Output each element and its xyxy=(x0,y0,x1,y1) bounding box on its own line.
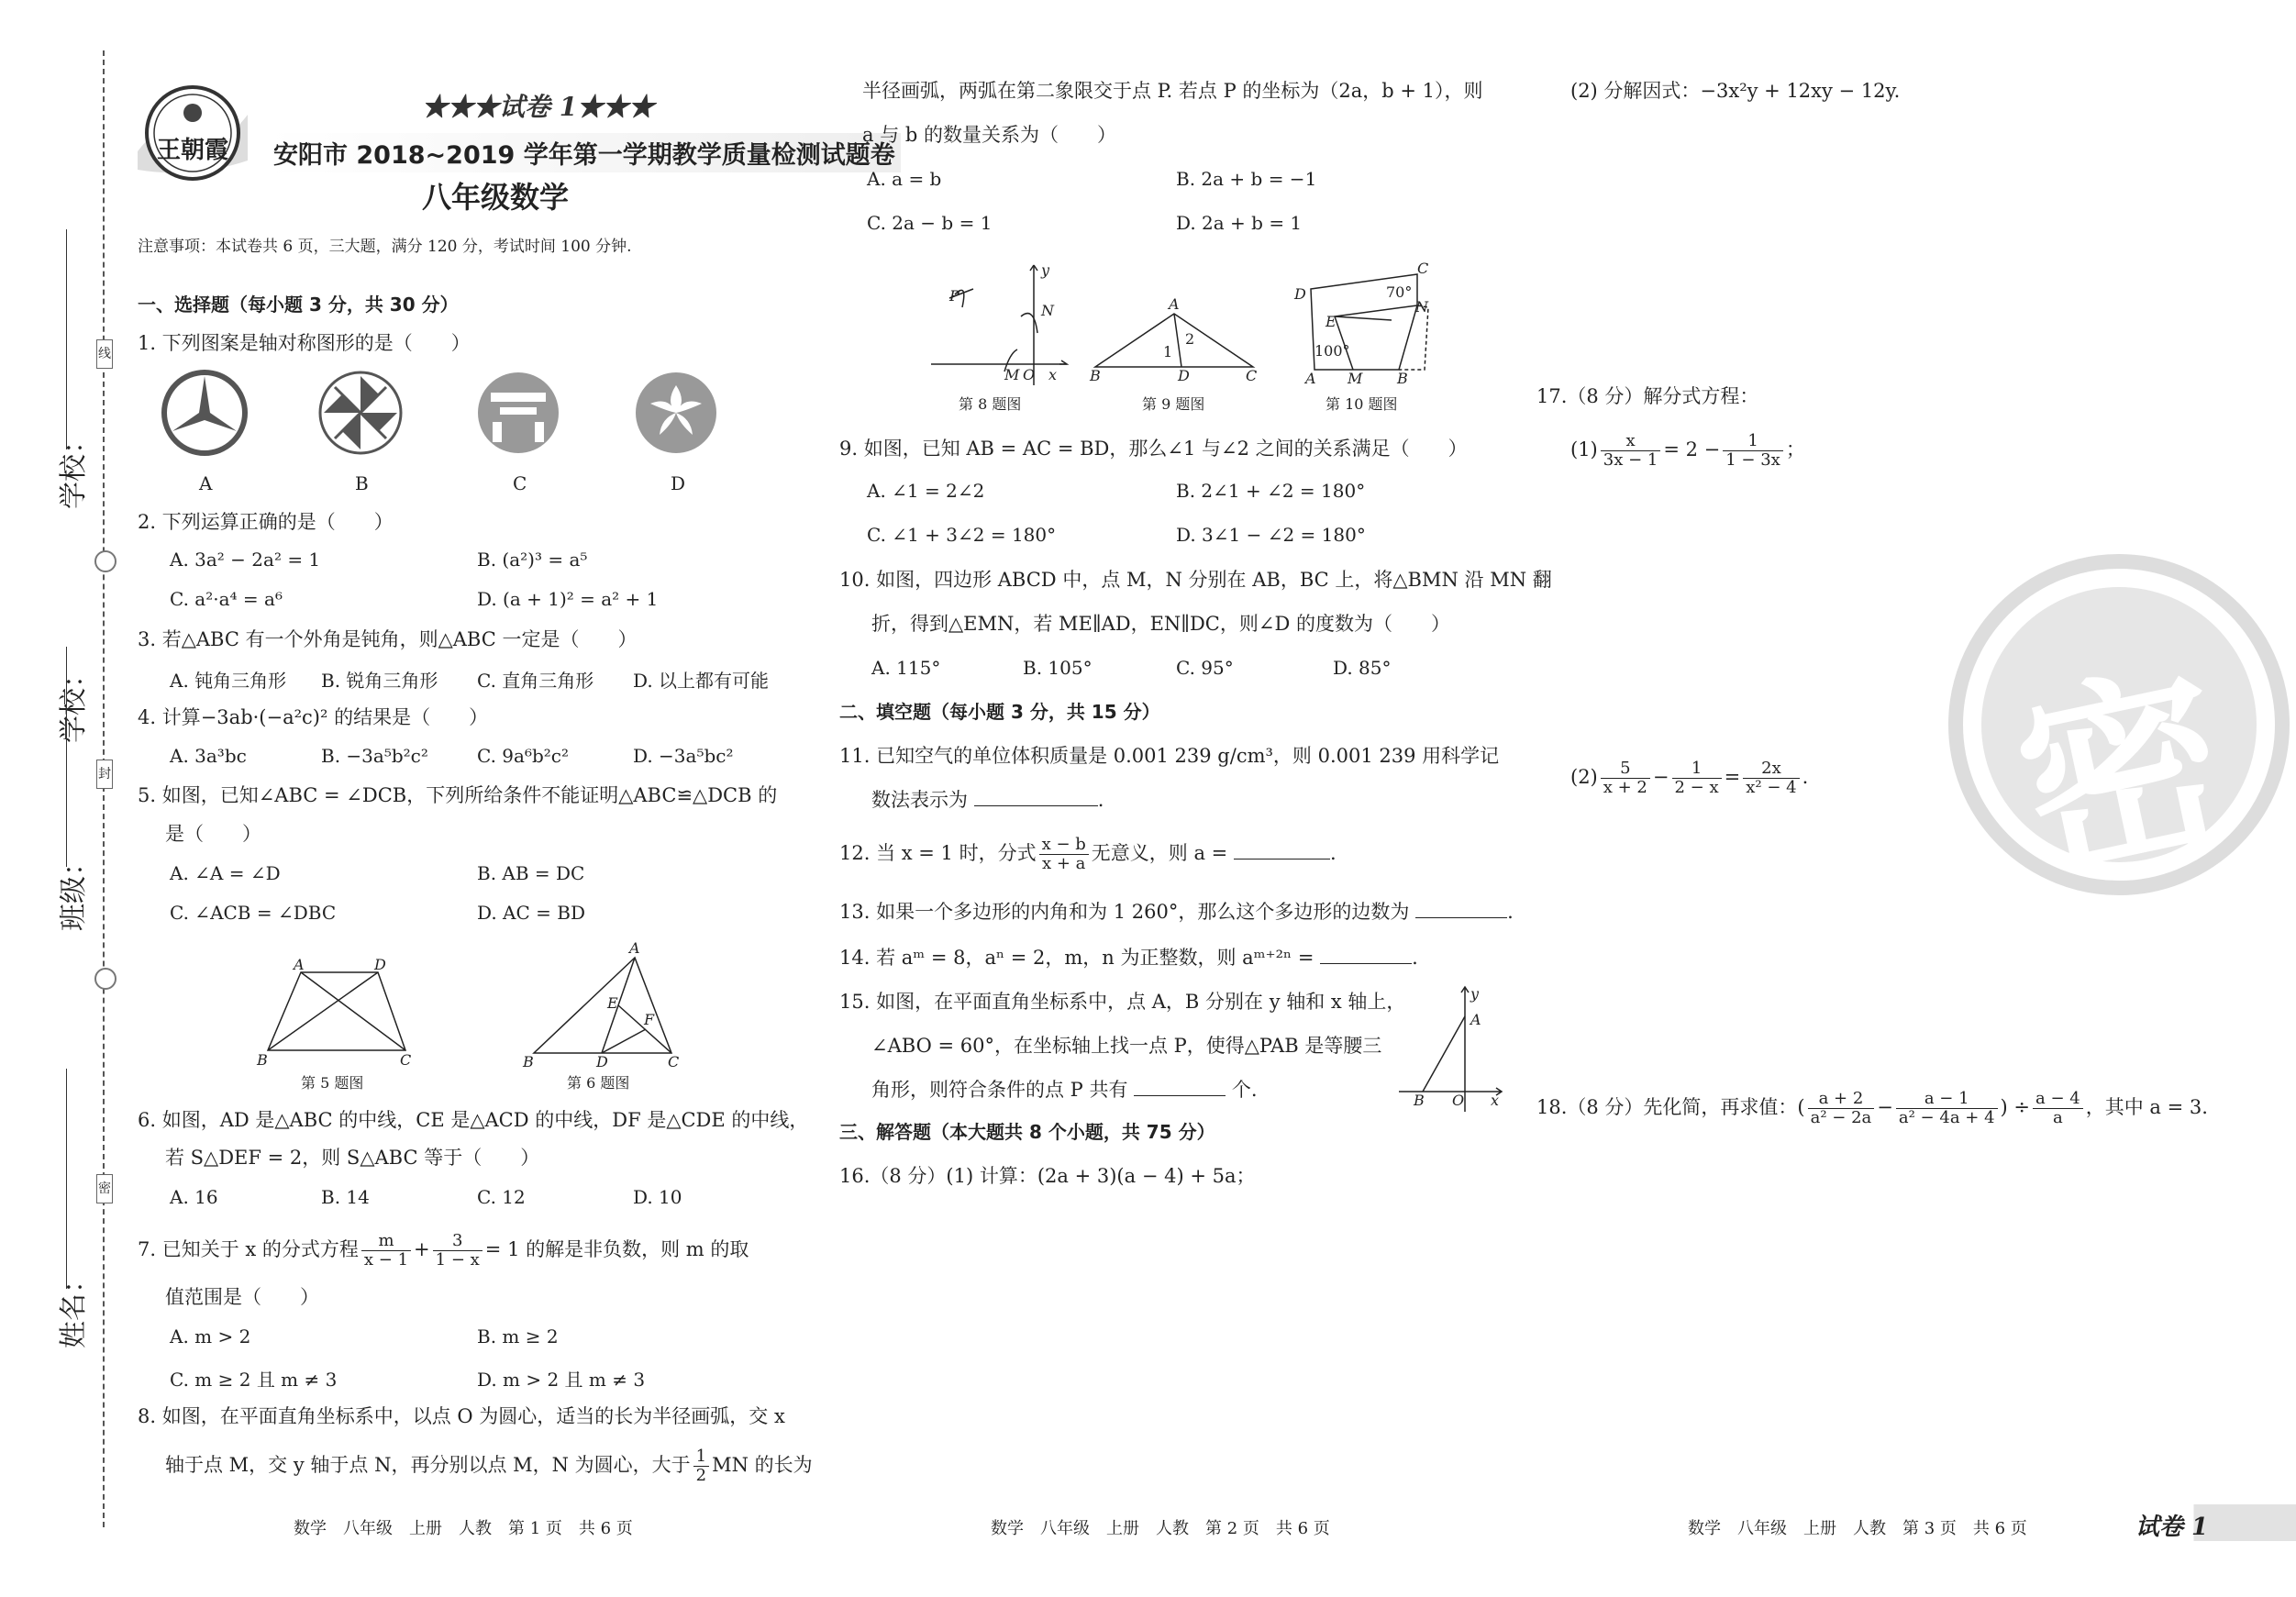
question-16: 16.（8 分）(1) 计算：(2a + 3)(a − 4) + 5a； xyxy=(839,1165,1256,1187)
question-9: 9. 如图，已知 AB = AC = BD，那么∠1 与∠2 之间的关系满足（ ） xyxy=(839,438,1468,460)
q1-label-b: B xyxy=(355,472,369,494)
fig10-label-b: B xyxy=(1397,370,1408,387)
fig10-label-n: N xyxy=(1415,298,1428,316)
fig10-label-a: A xyxy=(1305,370,1316,387)
fig10-label-e: E xyxy=(1325,313,1337,330)
q6-option-b[interactable]: B. 14 xyxy=(321,1186,370,1208)
fig9-label-a: A xyxy=(1169,295,1180,313)
exam-title: 安阳市 2018~2019 学年第一学期教学质量检测试题卷 xyxy=(268,133,901,172)
question-5: 5. 如图，已知∠ABC = ∠DCB，下列所给条件不能证明△ABC≌△DCB 的 xyxy=(138,784,778,806)
confidential-stamp xyxy=(1945,550,2293,913)
section-2-heading: 二、填空题（每小题 3 分，共 15 分） xyxy=(839,701,1160,723)
q10-option-c[interactable]: C. 95° xyxy=(1176,657,1234,679)
fig10-label-d: D xyxy=(1294,285,1306,303)
fig8-label-n: N xyxy=(1041,302,1054,319)
question-11-line2: 数法表示为 . xyxy=(871,789,1104,811)
question-8-line4: a 与 b 的数量关系为（ ） xyxy=(862,124,1116,146)
footer-tag xyxy=(2091,1504,2296,1541)
q5-option-c[interactable]: C. ∠ACB = ∠DBC xyxy=(170,902,337,924)
question-8-line3: 半径画弧，两弧在第二象限交于点 P. 若点 P 的坐标为（2a，b + 1），则 xyxy=(862,80,1483,102)
fig15-label-o: O xyxy=(1452,1092,1465,1109)
footer-page-1: 数学 八年级 上册 人教 第 1 页 共 6 页 xyxy=(294,1519,633,1538)
option-a-logo xyxy=(164,372,245,453)
school-field[interactable] xyxy=(66,229,67,449)
fig5-label-c: C xyxy=(400,1051,412,1069)
question-16-part2: (2) 分解因式：−3x²y + 12xy − 12y. xyxy=(1570,80,1901,102)
q7-option-c[interactable]: C. m ≥ 2 且 m ≠ 3 xyxy=(170,1369,338,1391)
q8-option-b[interactable]: B. 2a + b = −1 xyxy=(1176,168,1317,190)
q3-option-a[interactable]: A. 钝角三角形 xyxy=(170,670,287,692)
q2-option-a[interactable]: A. 3a² − 2a² = 1 xyxy=(170,549,321,571)
logo-text: 王朝霞 xyxy=(156,137,228,164)
q5-option-b[interactable]: B. AB = DC xyxy=(477,862,585,884)
question-15-line3: 角形，则符合条件的点 P 共有 个. xyxy=(871,1079,1258,1101)
fig5-label-a: A xyxy=(294,956,305,973)
q2-option-c[interactable]: C. a²·a⁴ = a⁶ xyxy=(170,588,283,610)
logo xyxy=(138,78,248,188)
q9-option-b[interactable]: B. 2∠1 + ∠2 = 180° xyxy=(1176,480,1366,502)
question-11: 11. 已知空气的单位体积质量是 0.001 239 g/cm³，则 0.001 239 用科学记 xyxy=(839,745,1500,767)
paper-label: ★★★试卷 1★★★ xyxy=(422,92,655,122)
question-3: 3. 若△ABC 有一个外角是钝角，则△ABC 一定是（ ） xyxy=(138,628,638,650)
fig5-label-b: B xyxy=(257,1051,268,1069)
question-10: 10. 如图，四边形 ABCD 中，点 M，N 分别在 AB，BC 上，将△BMN 沿 MN 翻 xyxy=(839,569,1552,591)
figure-6 xyxy=(523,939,688,1073)
question-4: 4. 计算−3ab·(−a²c)² 的结果是（ ） xyxy=(138,706,489,728)
fig6-label-c: C xyxy=(668,1053,680,1070)
class-field[interactable] xyxy=(66,647,67,867)
question-18: 18.（8 分）先化简，再求值：( $\frac{a + 2}{\text{a² − 2a}}$ − $\frac{a - 1}{\text{a² − 4a + 4}}$ ) ÷ $\frac{a - 4}{a}$ ，其中 a = 3. xyxy=(1536,1089,2208,1127)
fig5-label-d: D xyxy=(374,956,386,973)
q15-answer-blank[interactable] xyxy=(1134,1077,1226,1096)
footer-page-3: 数学 八年级 上册 人教 第 3 页 共 6 页 xyxy=(1688,1519,2027,1538)
q5-option-d[interactable]: D. AC = BD xyxy=(477,902,585,924)
q12-answer-blank[interactable] xyxy=(1234,840,1330,859)
q4-option-b[interactable]: B. −3a⁵b²c² xyxy=(321,745,428,767)
fig9-caption: 第 9 题图 xyxy=(1142,395,1205,413)
q13-answer-blank[interactable] xyxy=(1415,899,1507,918)
q2-option-d[interactable]: D. (a + 1)² = a² + 1 xyxy=(477,588,659,610)
q3-option-c[interactable]: C. 直角三角形 xyxy=(477,670,594,692)
question-17-part2: (2) $\frac{5}{x + 2}$ − $\frac{1}{2 - x}$ = $\frac{2x}{\text{x² − 4}}$ . xyxy=(1570,759,1809,797)
q6-option-c[interactable]: C. 12 xyxy=(477,1186,526,1208)
fig10-label-angle-100: 100° xyxy=(1314,342,1350,360)
binding-hole xyxy=(94,968,116,990)
subject-title: 八年级数学 xyxy=(422,180,570,215)
q6-option-a[interactable]: A. 16 xyxy=(170,1186,218,1208)
fig15-label-b: B xyxy=(1414,1092,1425,1109)
question-10-line2: 折，得到△EMN，若 ME∥AD，EN∥DC，则∠D 的度数为（ ） xyxy=(871,613,1450,635)
q11-answer-blank[interactable] xyxy=(974,787,1098,806)
q4-option-a[interactable]: A. 3a³bc xyxy=(170,745,247,767)
fig6-label-f: F xyxy=(644,1011,655,1028)
q7-option-a[interactable]: A. m > 2 xyxy=(170,1325,251,1347)
question-6-line2: 若 S△DEF = 2，则 S△ABC 等于（ ） xyxy=(165,1147,540,1169)
q1-label-c: C xyxy=(513,472,527,494)
question-12: 12. 当 x = 1 时，分式 $\frac{x - b}{x + a}$ 无意义，则 a = . xyxy=(839,835,1337,873)
fig5-caption: 第 5 题图 xyxy=(301,1074,364,1092)
fig9-label-c: C xyxy=(1246,367,1258,384)
section-1-heading: 一、选择题（每小题 3 分，共 30 分） xyxy=(138,294,459,316)
question-15: 15. 如图，在平面直角坐标系中，点 A，B 分别在 y 轴和 x 轴上， xyxy=(839,991,1406,1013)
question-1: 1. 下列图案是轴对称图形的是（ ） xyxy=(138,332,471,354)
q1-label-d: D xyxy=(671,472,686,494)
fig9-label-b: B xyxy=(1090,367,1101,384)
seal-mark-secret: 密 xyxy=(96,1174,113,1203)
fig9-label-2: 2 xyxy=(1185,330,1195,348)
q3-option-b[interactable]: B. 锐角三角形 xyxy=(321,670,438,692)
fig6-label-d: D xyxy=(596,1053,608,1070)
question-8-line2: 轴于点 M，交 y 轴于点 N，再分别以点 M，N 为圆心，大于 $\frac{1}{2}$ MN 的长为 xyxy=(165,1447,813,1485)
question-8: 8. 如图，在平面直角坐标系中，以点 O 为圆心，适当的长为半径画弧，交 x xyxy=(138,1405,785,1427)
q7-option-b[interactable]: B. m ≥ 2 xyxy=(477,1325,559,1347)
question-7-line2: 值范围是（ ） xyxy=(165,1286,319,1308)
figure-5 xyxy=(257,956,422,1073)
q7-option-d[interactable]: D. m > 2 且 m ≠ 3 xyxy=(477,1369,646,1391)
fig8-label-x: x xyxy=(1048,366,1058,383)
q5-option-a[interactable]: A. ∠A = ∠D xyxy=(170,862,281,884)
fig10-label-c: C xyxy=(1417,260,1429,277)
q9-option-d[interactable]: D. 3∠1 − ∠2 = 180° xyxy=(1176,524,1366,546)
q1-label-a: A xyxy=(199,472,213,494)
school-label: 学校： xyxy=(58,660,90,743)
fig10-label-m: M xyxy=(1348,370,1363,387)
q9-option-c[interactable]: C. ∠1 + 3∠2 = 180° xyxy=(867,524,1057,546)
class-label: 班级： xyxy=(58,848,90,931)
question-15-line2: ∠ABO = 60°，在坐标轴上找一点 P，使得△PAB 是等腰三 xyxy=(871,1035,1382,1057)
figure-9 xyxy=(1090,295,1259,385)
fig8-label-m: M xyxy=(1004,366,1020,383)
name-field[interactable] xyxy=(66,1069,67,1289)
question-7: 7. 已知关于 x 的分式方程 $\frac{m}{x - 1}$ + $\frac{3}{1 - x}$ = 1 的解是非负数，则 m 的取 xyxy=(138,1231,749,1270)
fig15-label-y: y xyxy=(1470,985,1480,1003)
fig10-label-angle-70: 70° xyxy=(1386,283,1413,301)
question-17: 17.（8 分）解分式方程： xyxy=(1536,385,1759,407)
q3-option-d[interactable]: D. 以上都有可能 xyxy=(633,670,770,692)
fig6-label-b: B xyxy=(523,1053,534,1070)
fig8-label-p: P xyxy=(949,287,959,305)
seal-mark-seal: 封 xyxy=(96,760,113,789)
q8-option-c[interactable]: C. 2a − b = 1 xyxy=(867,212,993,234)
q4-option-d[interactable]: D. −3a⁵bc² xyxy=(633,745,734,767)
q14-answer-blank[interactable] xyxy=(1320,945,1412,964)
q4-option-c[interactable]: C. 9a⁶b²c² xyxy=(477,745,570,767)
fig8-caption: 第 8 题图 xyxy=(959,395,1022,413)
fig15-label-x: x xyxy=(1491,1092,1500,1109)
q6-option-d[interactable]: D. 10 xyxy=(633,1186,682,1208)
figure-8 xyxy=(931,261,1069,385)
name-label: 姓名： xyxy=(58,1266,90,1348)
option-b-logo xyxy=(320,372,401,453)
fig6-caption: 第 6 题图 xyxy=(567,1074,630,1092)
option-c-logo xyxy=(478,372,559,453)
fig9-label-1: 1 xyxy=(1163,343,1173,360)
question-2: 2. 下列运算正确的是（ ） xyxy=(138,511,394,533)
fig9-label-d: D xyxy=(1178,367,1190,384)
seal-mark-line: 线 xyxy=(96,339,113,369)
school-label: 学校： xyxy=(58,427,90,509)
binding-line xyxy=(103,50,105,1527)
q2-option-b[interactable]: B. (a²)³ = a⁵ xyxy=(477,549,588,571)
option-d-logo xyxy=(636,372,716,453)
q10-option-b[interactable]: B. 105° xyxy=(1023,657,1093,679)
binding-hole xyxy=(94,550,116,572)
q10-option-a[interactable]: A. 115° xyxy=(871,657,941,679)
q1-figures xyxy=(161,369,729,460)
fig15-label-a: A xyxy=(1470,1011,1481,1028)
question-5-line2: 是（ ） xyxy=(165,823,261,845)
question-17-part1: (1) $\frac{x}{3x - 1}$ = 2 − $\frac{1}{1 - 3x}$ ； xyxy=(1570,431,1805,470)
stamp-text: 密 xyxy=(1999,640,2246,913)
q8-option-d[interactable]: D. 2a + b = 1 xyxy=(1176,212,1303,234)
question-6: 6. 如图，AD 是△ABC 的中线，CE 是△ACD 的中线，DF 是△CDE 的中线， xyxy=(138,1109,809,1131)
notice: 注意事项：本试卷共 6 页，三大题，满分 120 分，考试时间 100 分钟. xyxy=(138,238,632,256)
fig8-label-o: O xyxy=(1023,366,1036,383)
question-14: 14. 若 aᵐ = 8，aⁿ = 2，m，n 为正整数，则 aᵐ⁺²ⁿ = . xyxy=(839,947,1418,969)
q8-option-a[interactable]: A. a = b xyxy=(867,168,942,190)
question-13: 13. 如果一个多边形的内角和为 1 260°，那么这个多边形的边数为 . xyxy=(839,901,1514,923)
footer-page-2: 数学 八年级 上册 人教 第 2 页 共 6 页 xyxy=(991,1519,1330,1538)
fig6-label-e: E xyxy=(607,994,618,1012)
section-3-heading: 三、解答题（本大题共 8 个小题，共 75 分） xyxy=(839,1121,1215,1143)
fig10-caption: 第 10 题图 xyxy=(1325,395,1398,413)
footer-tag-text: 试卷 1 xyxy=(2135,1514,2209,1541)
figure-10 xyxy=(1289,261,1436,385)
figure-15 xyxy=(1399,983,1504,1112)
q10-option-d[interactable]: D. 85° xyxy=(1333,657,1392,679)
fig6-label-a: A xyxy=(629,939,640,957)
q9-option-a[interactable]: A. ∠1 = 2∠2 xyxy=(867,480,985,502)
fig8-label-y: y xyxy=(1041,261,1050,279)
